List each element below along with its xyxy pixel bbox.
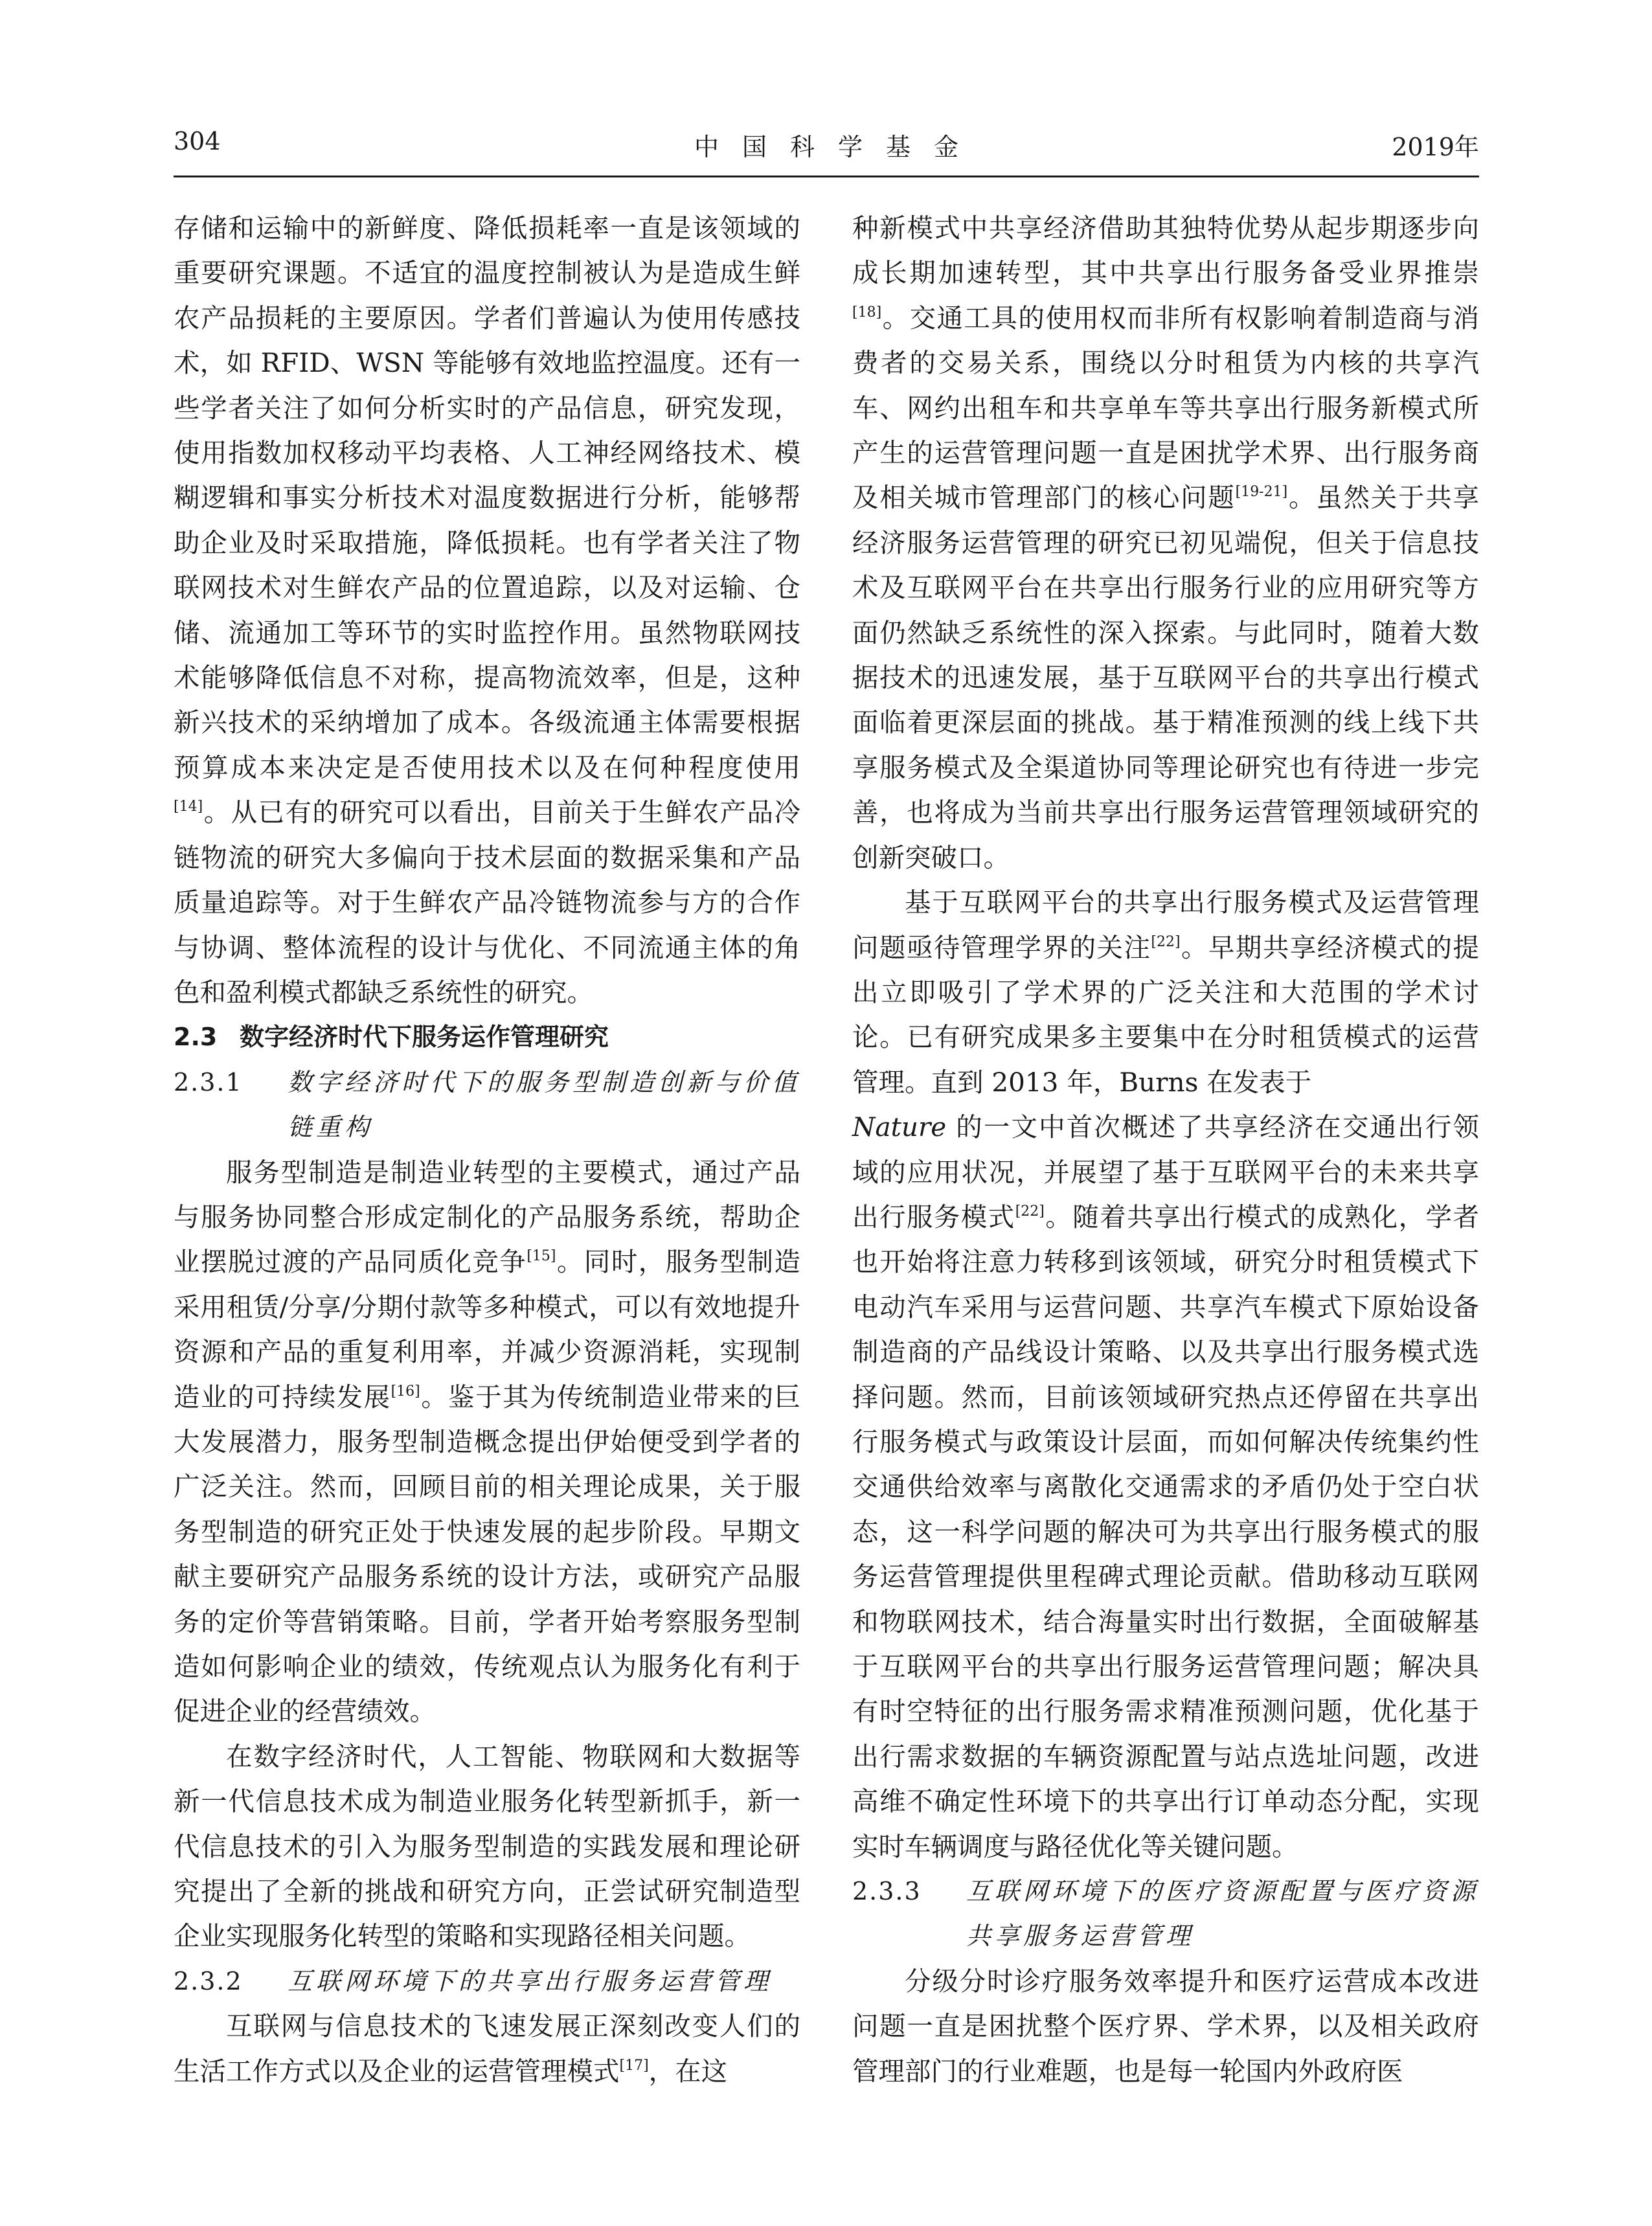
citation: [15] xyxy=(526,1248,556,1265)
page-header xyxy=(174,127,1479,166)
citation: [22] xyxy=(1015,1203,1045,1220)
citation: [16] xyxy=(390,1383,420,1400)
section-number: 2.3 xyxy=(174,1023,218,1052)
text-run: 互联网与信息技术的飞速发展正深刻改变人们的生活工作方式以及企业的运营管理模式 xyxy=(174,2010,800,2087)
subsection-heading-2-3-3 xyxy=(852,1869,1479,1959)
text-run: 。同时，服务型制造采用租赁/分享/分期付款等多种模式，可以有效地提升资源和产品的重复利用率，并减少资源消耗，实现制造业的可持续发展 xyxy=(174,1246,801,1413)
page-number: 304 xyxy=(174,127,221,155)
paragraph xyxy=(852,880,1479,1869)
journal-title: 中国科学基金 xyxy=(694,133,982,161)
citation: [22] xyxy=(1151,933,1181,950)
subsection-heading-2-3-1 xyxy=(174,1060,800,1150)
text-run: 。虽然关于共享经济服务运营管理的研究已初见端倪，但关于信息技术及互联网平台在共享出行服务行业的应用研究等方面仍然缺乏系统性的深入探索。与此同时，随着大数据技术的迅速发展，基于互联网平台的共享出行模式面临着更深层面的挑战。基于精准预测的线上线下共享服务模式及全渠道协同等理论研究也有待进一步完善，也将成为当前共享出行服务运营管理领域研究的创新突破口。 xyxy=(852,482,1480,873)
citation: [17] xyxy=(619,2057,649,2074)
text-run: 。早期共享经济模式的提出立即吸引了学术界的广泛关注和大范围的学术讨论。已有研究成果多主要集中在分时租赁模式的运营管理。直到 2013 年，Burns 在发表于 xyxy=(852,931,1480,1098)
text-run: 。随着共享出行模式的成熟化，学者也开始将注意力转移到该领域，研究分时租赁模式下电动汽车采用与运营问题、共享汽车模式下原始设备制造商的产品线设计策略、以及共享出行服务模式选择问题。然而，目前该领域研究热点还停留在共享出行服务模式与政策设计层面，而如何解决传统集约性交通供给效率与离散化交通需求的矛盾仍处于空白状态，这一科学问题的解决可为共享出行服务模式的服务运营管理提供里程碑式理论贡献。借助移动互联网和物联网技术，结合海量实时出行数据，全面破解基于互联网平台的共享出行服务运营管理问题；解决具有时空特征的出行服务需求精准预测问题，优化基于出行需求数据的车辆资源配置与站点选址问题，改进高维不确定性环境下的共享出行订单动态分配，实现实时车辆调度与路径优化等关键问题。 xyxy=(852,1201,1480,1862)
paragraph xyxy=(852,206,1479,880)
publication-year: 2019年 xyxy=(1392,133,1479,161)
subsection-heading-2-3-2 xyxy=(174,1959,800,2004)
text-run: 基于互联网平台的共享出行服务模式及运营管理问题亟待管理学界的关注 xyxy=(852,887,1479,963)
subsection-title: 互联网环境下的医疗资源配置与医疗资源共享服务运营管理 xyxy=(966,1877,1480,1951)
section-heading-2-3 xyxy=(174,1015,800,1060)
section-title: 数字经济时代下服务运作管理研究 xyxy=(240,1023,609,1052)
text-run: 。交通工具的使用权而非所有权影响着制造商与消费者的交易关系，围绕以分时租赁为内核的共享汽车、网约出租车和共享单车等共享出行服务新模式所产生的运营管理问题一直是困扰学术界、出行服务商及相关城市管理部门的核心问题 xyxy=(852,302,1479,514)
paragraph: 分级分时诊疗服务效率提升和医疗运营成本改进问题一直是困扰整个医疗界、学术界，以及相关政府管理部门的行业难题，也是每一轮国内外政府医 xyxy=(852,1965,1479,2087)
text-run: 。从已有的研究可以看出，目前关于生鲜农产品冷链物流的研究大多偏向于技术层面的数据采集和产品质量追踪等。对于生鲜农产品冷链物流参与方的合作与协调、整体流程的设计与优化、不同流通主体的角色和盈利模式都缺乏系统性的研究。 xyxy=(174,797,800,1008)
text-run: 。鉴于其为传统制造业带来的巨大发展潜力，服务型制造概念提出伊始便受到学者的广泛关注。然而，回顾目前的相关理论成果，关于服务型制造的研究正处于快速发展的起步阶段。早期文献主要研究产品服务系统的设计方法，或研究产品服务的定价等营销策略。目前，学者开始考察服务型制造如何影响企业的绩效，传统观点认为服务化有利于促进企业的经营绩效。 xyxy=(174,1381,801,1727)
citation: [19-21] xyxy=(1235,484,1288,501)
citation: [14] xyxy=(174,799,203,815)
header-rule xyxy=(174,176,1479,177)
subsection-title: 互联网环境下的共享出行服务运营管理 xyxy=(288,1966,773,1995)
paragraph xyxy=(174,2004,800,2094)
citation: [18] xyxy=(852,304,882,321)
subsection-number: 2.3.1 xyxy=(174,1067,243,1096)
left-column xyxy=(174,206,800,2094)
text-run: 的一文中首次概述了共享经济在交通出行领域的应用状况，并展望了基于互联网平台的未来共享出行服务模式 xyxy=(852,1111,1479,1232)
text-run: 种新模式中共享经济借助其独特优势从起步期逐步向成长期加速转型，其中共享出行服务备受业界推崇 xyxy=(852,212,1479,289)
subsection-title: 数字经济时代下的服务型制造创新与价值链重构 xyxy=(288,1067,801,1142)
subsection-number: 2.3.2 xyxy=(174,1966,243,1995)
subsection-number: 2.3.3 xyxy=(852,1877,922,1906)
text-run: 存储和运输中的新鲜度、降低损耗率一直是该领域的重要研究课题。不适宜的温度控制被认为是造成生鲜农产品损耗的主要原因。学者们普遍认为使用传感技术，如 RFID、WSN 等能够有效地监控温度。还有一些学者关注了如何分析实时的产品信息，研究发现，使用指数加权移动平均表格、人工神经网络技术、模糊逻辑和事实分析技术对温度数据进行分析，能够帮助企业及时采取措施，降低损耗。也有学者关注了物联网技术对生鲜农产品的位置追踪，以及对运输、仓储、流通加工等环节的实时监控作用。虽然物联网技术能够降低信息不对称，提高物流效率，但是，这种新兴技术的采纳增加了成本。各级流通主体需要根据预算成本来决定是否使用技术以及在何种程度使用 xyxy=(174,212,800,783)
text-run: ，在这 xyxy=(648,2055,728,2087)
right-column xyxy=(852,206,1479,2094)
paragraph xyxy=(174,206,800,1015)
paragraph: 在数字经济时代，人工智能、物联网和大数据等新一代信息技术成为制造业服务化转型新抓手，新一代信息技术的引入为服务型制造的实践发展和理论研究提出了全新的挑战和研究方向，正尝试研究制造型企业实现服务化转型的策略和实现路径相关问题。 xyxy=(174,1740,800,1952)
journal-name-nature: Nature xyxy=(852,1111,947,1143)
text-run: 服务型制造是制造业转型的主要模式，通过产品与服务协同整合形成定制化的产品服务系统，帮助企业摆脱过渡的产品同质化竞争 xyxy=(174,1156,800,1278)
paragraph xyxy=(174,1150,800,1734)
